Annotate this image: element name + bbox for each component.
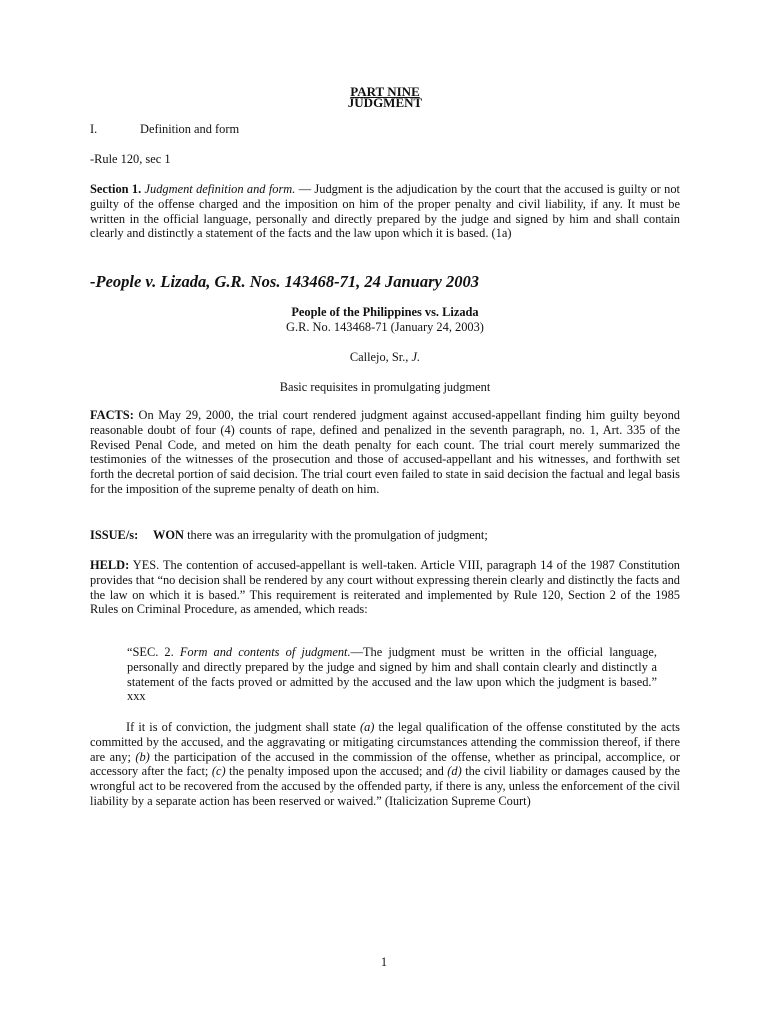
held-body: YES. The contention of accused-appellant is well-taken. Article VIII, paragraph 14 of the 1987 Constitution provides that “no decision shall be rendered by any court without expressing therein clearly and distinctly the facts and the law on which it is based.” This requirement is reiterated and implemented by Rule 120, Section 2 of the 1985 Rules on Criminal Procedure, as amended, which reads:	[90, 558, 680, 617]
held-label: HELD:	[90, 558, 130, 572]
quote-prefix: “SEC. 2.	[127, 645, 180, 659]
quoted-rule	[127, 645, 657, 704]
facts-paragraph	[90, 408, 680, 497]
conviction-text-5: the civil liability or damages caused by the wrongful act to be recovered from the accused by the offended party, if there is any, unless the enforcement of the civil liability by a separate action has been reserved or waived.” (Italicization Supreme Court)	[90, 764, 680, 808]
conviction-item-b: (b)	[135, 749, 150, 764]
case-heading: -People v. Lizada, G.R. Nos. 143468-71, 24 January 2003	[90, 272, 479, 291]
issue-won: WON	[153, 528, 184, 542]
section-1-body: — Judgment is the adjudication by the court that the accused is guilty or not guilty of the offense charged and the imposition on him of the proper penalty and civil liability, if any. It must be written in the official language, personally and directly prepared by the judge and signed by him and shall contain clearly and distinctly a statement of the facts and the law upon which it is based. (1a)	[90, 182, 680, 241]
section-1-italic: Judgment definition and form.	[144, 182, 296, 196]
judgment-heading: JUDGMENT	[347, 95, 423, 110]
section-number: I.	[90, 122, 98, 136]
conviction-text-4: the penalty imposed upon the accused; and	[225, 764, 448, 779]
issue-label: ISSUE/s:	[90, 528, 139, 542]
conviction-text-3: the participation of the accused in the commission of the offense, whether as principal, accomplice, or accessory after the fact;	[90, 749, 680, 779]
conviction-item-a: (a)	[359, 720, 375, 734]
section-i-heading	[90, 122, 680, 137]
quote-body: —The judgment must be written in the official language, personally and directly prepared by the judge and signed by him and shall contain clearly and distinctly a statement of the facts proved or admitted by the accused and the law upon which the judgment is based.” xxx	[127, 645, 658, 704]
quote-italic: Form and contents of judgment.	[179, 645, 351, 659]
facts-label: FACTS:	[90, 408, 134, 422]
issue-paragraph	[90, 528, 680, 543]
held-paragraph	[90, 558, 680, 617]
conviction-text-1: If it is of conviction, the judgment shall state	[126, 720, 360, 734]
ponente-title: J.	[411, 350, 421, 364]
section-1-label: Section 1.	[90, 182, 142, 196]
page-number: 1	[380, 955, 388, 969]
issue-body: there was an irregularity with the promulgation of judgment;	[183, 528, 488, 542]
facts-body: On May 29, 2000, the trial court rendered judgment against accused-appellant finding him guilty beyond reasonable doubt of four (4) counts of rape, defined and penalized in the seventh paragraph, no. 1, Art. 335 of the Revised Penal Code, and meted on him the death penalty for each count. The trial court merely summarized the testimonies of the witnesses of the prosecution and those of accused-appellant and his witnesses, and forthwith set forth the decretal portion of said decision. The trial court even failed to state in said decision the factual and legal basis for the imposition of the supreme penalty of death on him.	[90, 408, 680, 496]
ponente	[90, 350, 680, 365]
section-title: Definition and form	[140, 122, 240, 136]
case-name: People of the Philippines vs. Lizada	[291, 305, 479, 319]
case-gr-number: G.R. No. 143468-71 (January 24, 2003)	[286, 320, 484, 334]
conviction-item-d: (d)	[447, 764, 462, 779]
ponente-name: Callejo, Sr.,	[349, 350, 412, 364]
part-heading: PART NINE	[350, 84, 420, 99]
case-topic: Basic requisites in promulgating judgment	[279, 380, 491, 394]
conviction-item-c: (c)	[211, 764, 226, 779]
conviction-text-2: the legal qualification of the offense constituted by the acts committed by the accused, and the aggravating or mitigating circumstances attending the commission thereof, if there are any;	[90, 720, 680, 764]
conviction-paragraph	[90, 720, 680, 809]
section-1-paragraph	[90, 182, 680, 241]
rule-reference: -Rule 120, sec 1	[90, 152, 171, 166]
